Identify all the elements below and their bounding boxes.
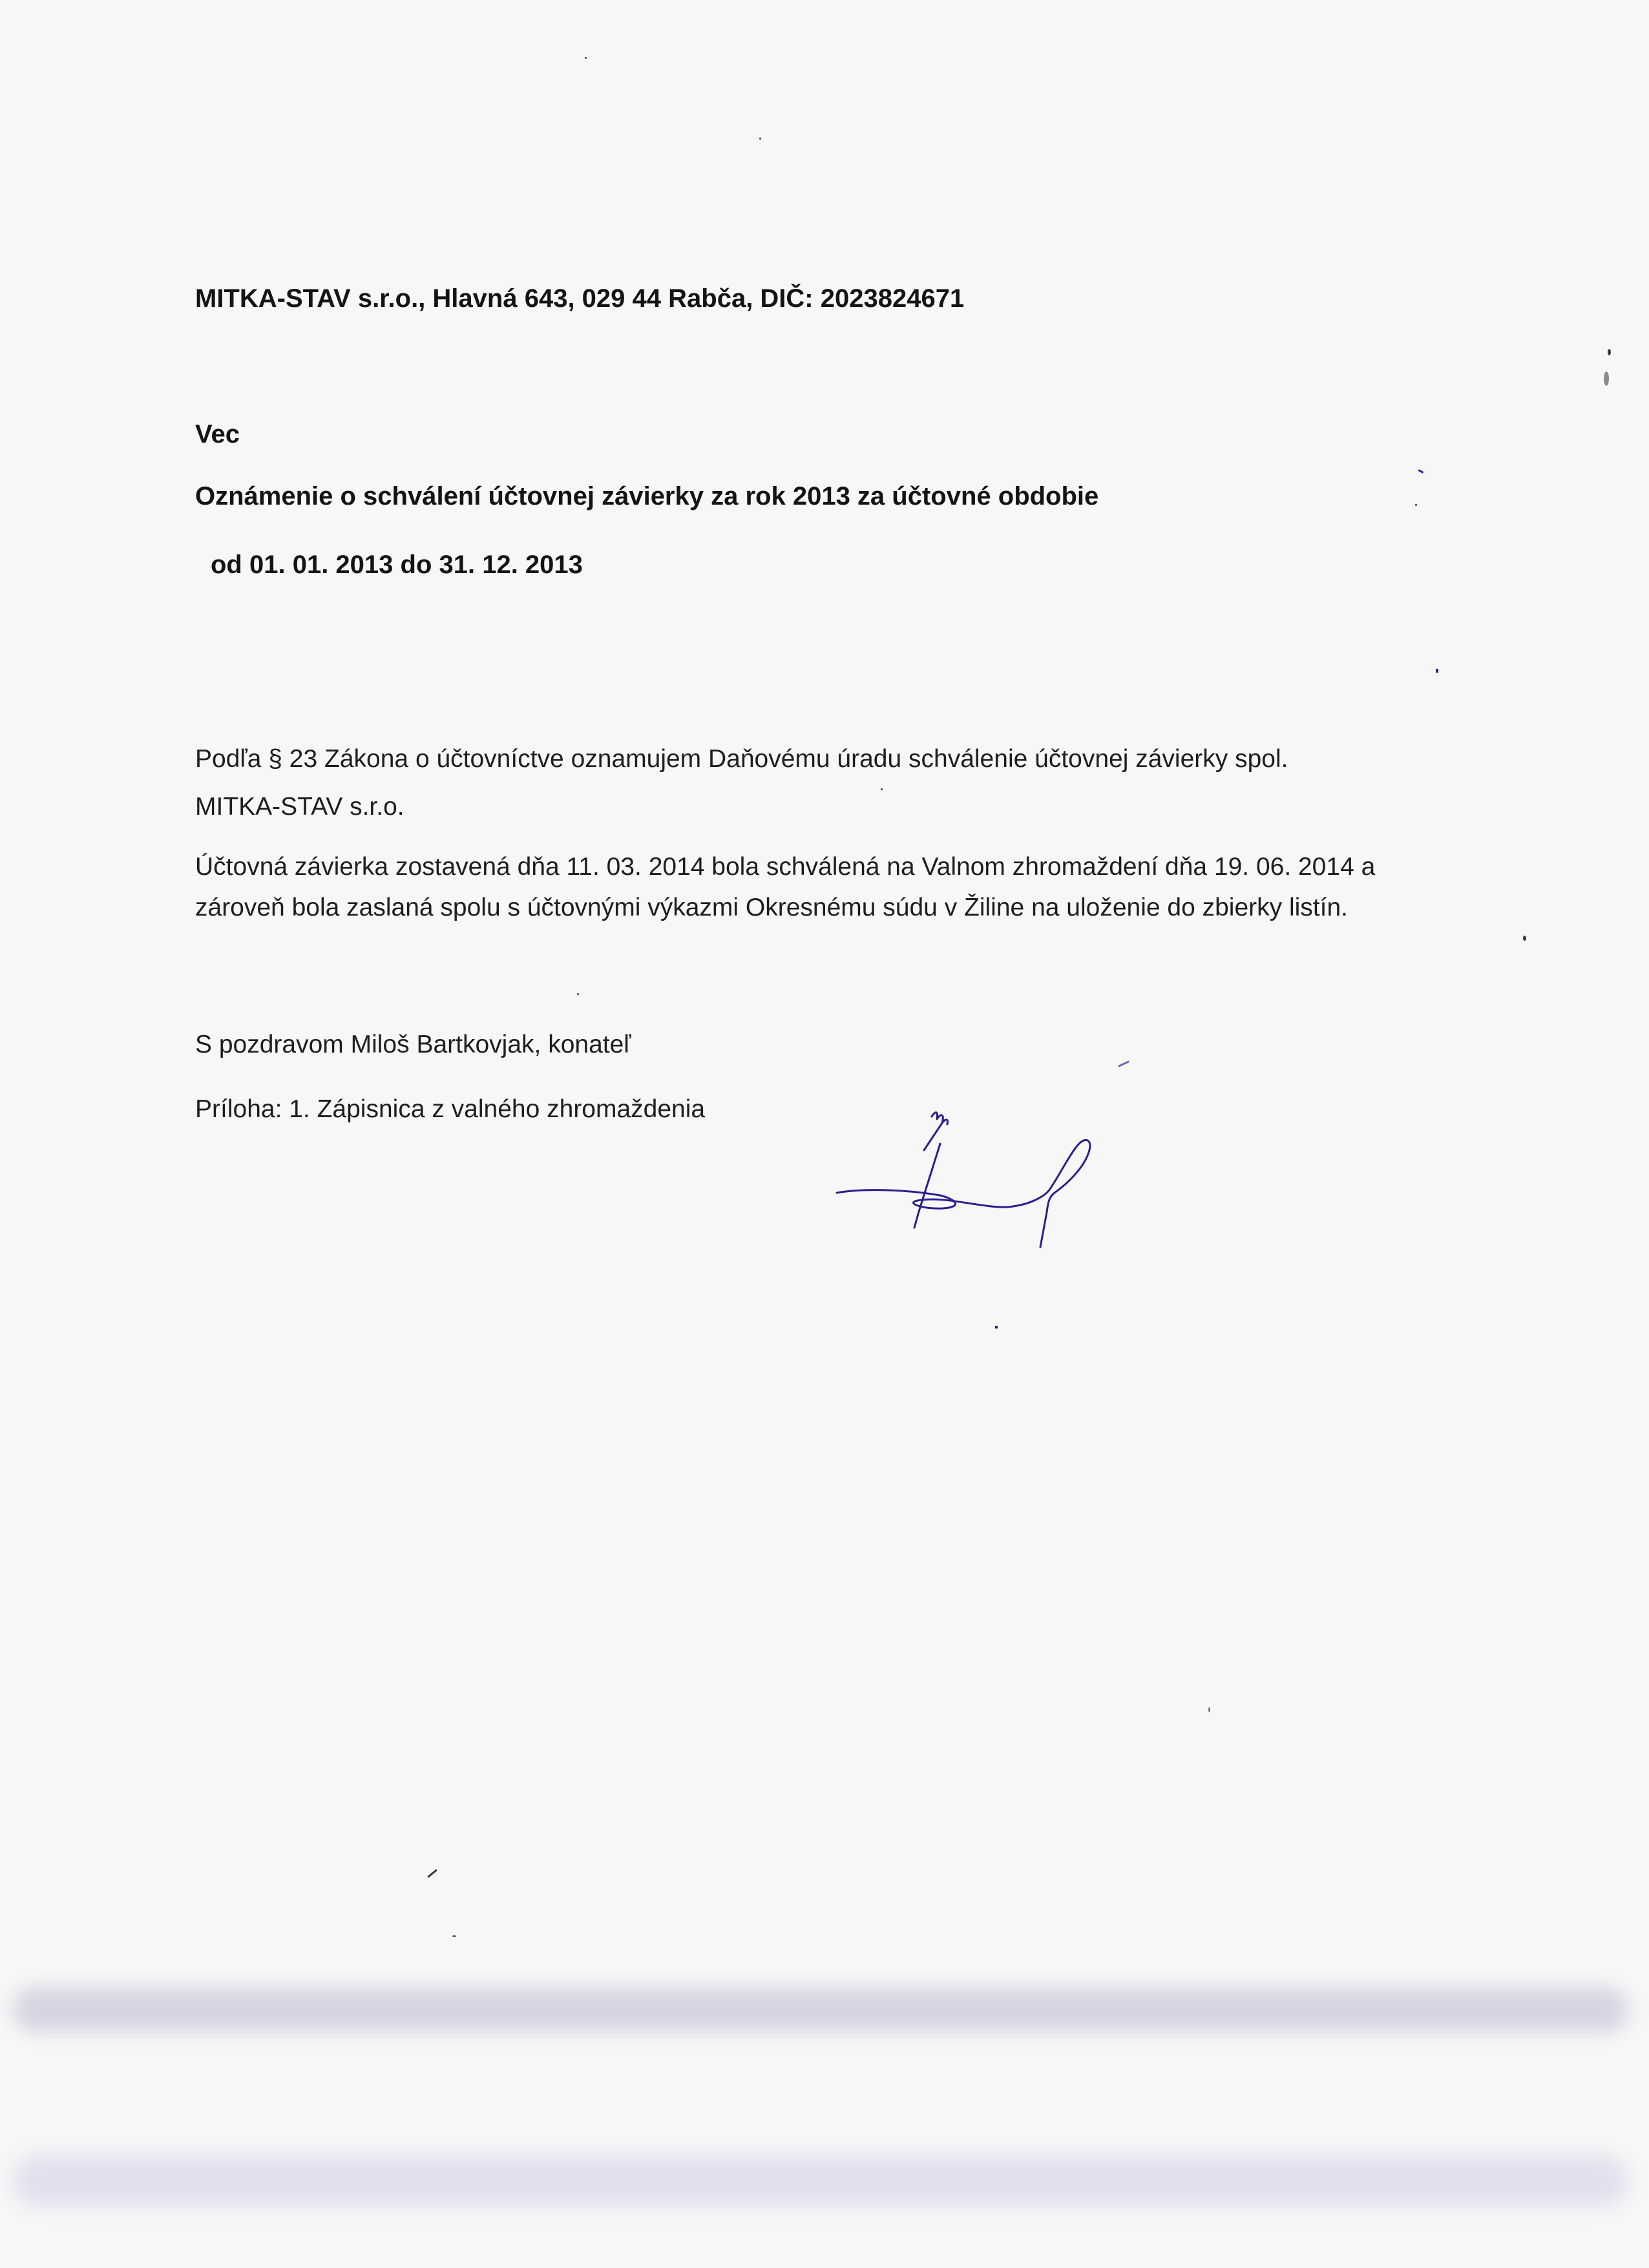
scan-speck [452, 1935, 456, 1937]
ink-speck [1436, 669, 1438, 673]
handwritten-signature [827, 1098, 1150, 1254]
company-header: MITKA-STAV s.r.o., Hlavná 643, 029 44 Rabča, DIČ: 2023824671 [195, 284, 965, 313]
attachment-note: Príloha: 1. Zápisnica z valného zhromaždenia [195, 1095, 706, 1123]
subject-title: Oznámenie o schválení účtovnej závierky za rok 2013 za účtovné obdobie [195, 482, 1099, 510]
scan-speck [585, 57, 587, 59]
paragraph-1-line-1: Podľa § 23 Zákona o účtovníctve oznamujem Daňovému úradu schválenie účtovnej závierky spol. [195, 745, 1288, 773]
paragraph-2-line-2: zároveň bola zaslaná spolu s účtovnými výkazmi Okresnému súdu v Žiline na uloženie do zbierky listín. [195, 894, 1349, 921]
scan-speck [1415, 504, 1417, 506]
scanner-shadow-band [13, 1987, 1628, 2032]
scan-speck [1604, 372, 1609, 386]
ink-speck [1118, 1060, 1129, 1067]
subject-period: od 01. 01. 2013 do 31. 12. 2013 [211, 551, 583, 579]
scan-speck [1208, 1707, 1210, 1712]
scanner-shadow-band [13, 2155, 1628, 2207]
paragraph-1-line-2: MITKA-STAV s.r.o. [195, 793, 404, 821]
scan-speck [427, 1869, 437, 1878]
scan-speck [577, 993, 579, 995]
closing-greeting: S pozdravom Miloš Bartkovjak, konateľ [195, 1031, 631, 1058]
paragraph-2-line-1: Účtovná závierka zostavená dňa 11. 03. 2014 bola schválená na Valnom zhromaždení dňa 19. 06. 2014 a [195, 853, 1376, 881]
scan-speck [1608, 349, 1611, 355]
scan-speck [881, 788, 883, 790]
ink-speck [1418, 469, 1423, 474]
ink-speck [995, 1326, 998, 1328]
subject-label: Vec [195, 420, 240, 448]
scan-speck [759, 138, 761, 140]
scan-speck [1523, 936, 1526, 941]
